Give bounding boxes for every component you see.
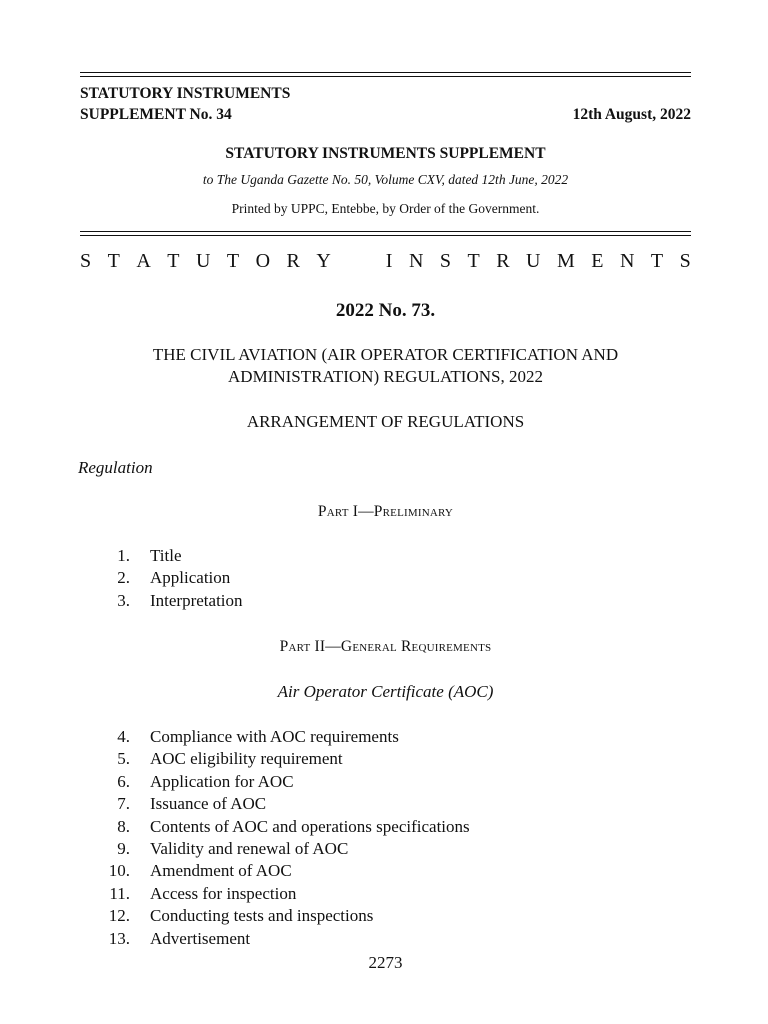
list-item-text: Validity and renewal of AOC (150, 839, 349, 859)
banner-letter: T (226, 250, 240, 272)
list-item-text: Contents of AOC and operations specifications (150, 816, 470, 836)
list-item-number: 13. (108, 928, 130, 948)
banner-letter: M (556, 250, 575, 272)
list-item-number: 10. (108, 861, 130, 881)
list-item (98, 838, 470, 860)
banner-letter: R (286, 250, 300, 272)
list-item (98, 905, 470, 927)
list-item-number: 3. (117, 590, 130, 610)
list-item-number: 12. (108, 906, 130, 926)
header-line-1: STATUTORY INSTRUMENTS (80, 85, 291, 102)
supplement-subtitle: to The Uganda Gazette No. 50, Volume CXV, dated 12th June, 2022 (202, 172, 569, 187)
list-item-text: Conducting tests and inspections (150, 906, 374, 926)
banner-letter: N (408, 250, 424, 272)
list-item (98, 590, 243, 612)
list-item-text: AOC eligibility requirement (150, 749, 343, 769)
regulation-column-label: Regulation (78, 458, 153, 477)
supplement-title: STATUTORY INSTRUMENTS SUPPLEMENT (225, 145, 546, 162)
banner-letter: T (107, 250, 120, 272)
list-item-text: Access for inspection (150, 883, 297, 903)
list-item (98, 726, 470, 748)
banner-letter: U (195, 250, 211, 272)
banner-letter: T (650, 250, 664, 272)
list-item-number: 1. (117, 546, 130, 565)
banner-letter: S (80, 250, 92, 272)
list-item (98, 928, 470, 950)
list-item (98, 748, 470, 770)
part-1-heading-text: Part I—Preliminary (317, 503, 454, 520)
list-item (98, 545, 243, 567)
list-item-number: 7. (117, 794, 130, 814)
banner-word-gap (347, 250, 369, 273)
part-1-heading (80, 503, 691, 521)
instrument-number: 2022 No. 73. (335, 300, 436, 321)
list-item (98, 883, 470, 905)
page-number: 2273 (368, 953, 403, 972)
aoc-subheading: Air Operator Certificate (AOC) (277, 682, 494, 701)
list-item (98, 816, 470, 838)
printed-by-line: Printed by UPPC, Entebbe, by Order of the Government. (231, 201, 540, 216)
regulations-title-line-1: THE CIVIL AVIATION (AIR OPERATOR CERTIFICATION AND (152, 345, 619, 364)
list-item-text: Advertisement (150, 928, 251, 948)
part-2-heading-text: Part II—General Requirements (279, 638, 492, 655)
banner-letter: Y (316, 250, 331, 272)
list-item-number: 4. (117, 727, 130, 746)
banner-letter: A (136, 250, 151, 272)
banner-letter: T (467, 250, 480, 272)
list-item-text: Amendment of AOC (150, 861, 292, 881)
list-item-text: Compliance with AOC requirements (150, 727, 399, 746)
list-item-text: Application for AOC (150, 771, 294, 791)
header-line-2: SUPPLEMENT No. 34 (80, 106, 232, 123)
banner-letter: S (679, 250, 691, 272)
list-item (98, 567, 243, 589)
arrangement-heading: ARRANGEMENT OF REGULATIONS (246, 412, 525, 431)
banner-letter: T (167, 250, 180, 272)
list-item-number: 9. (117, 839, 130, 859)
banner-letter: U (526, 250, 541, 272)
banner-letter: N (619, 250, 635, 272)
top-double-rule (80, 72, 691, 77)
banner-letter: E (591, 250, 604, 272)
part-2-heading (80, 638, 691, 656)
regulations-title (80, 344, 691, 388)
list-item (98, 860, 470, 882)
part-1-list (98, 545, 243, 612)
section-double-rule (80, 231, 691, 236)
list-item-number: 5. (117, 749, 130, 769)
list-item-number: 6. (117, 771, 130, 791)
list-item-number: 2. (117, 568, 130, 588)
banner-letter: O (255, 250, 271, 272)
banner-letter: I (385, 250, 393, 272)
part-2-list (98, 726, 470, 950)
banner-letter: R (496, 250, 510, 272)
list-item-text: Issuance of AOC (150, 794, 267, 814)
list-item (98, 793, 470, 815)
header-date: 12th August, 2022 (572, 106, 691, 123)
list-item-text: Interpretation (150, 590, 243, 610)
list-item (98, 771, 470, 793)
header-left (80, 83, 290, 125)
regulations-title-line-2: ADMINISTRATION) REGULATIONS, 2022 (228, 367, 543, 386)
list-item-text: Title (150, 546, 182, 565)
list-item-text: Application (150, 568, 231, 588)
list-item-number: 11. (109, 883, 130, 903)
statutory-instruments-banner (80, 250, 691, 273)
list-item-number: 8. (117, 816, 130, 836)
banner-letter: S (439, 250, 451, 272)
